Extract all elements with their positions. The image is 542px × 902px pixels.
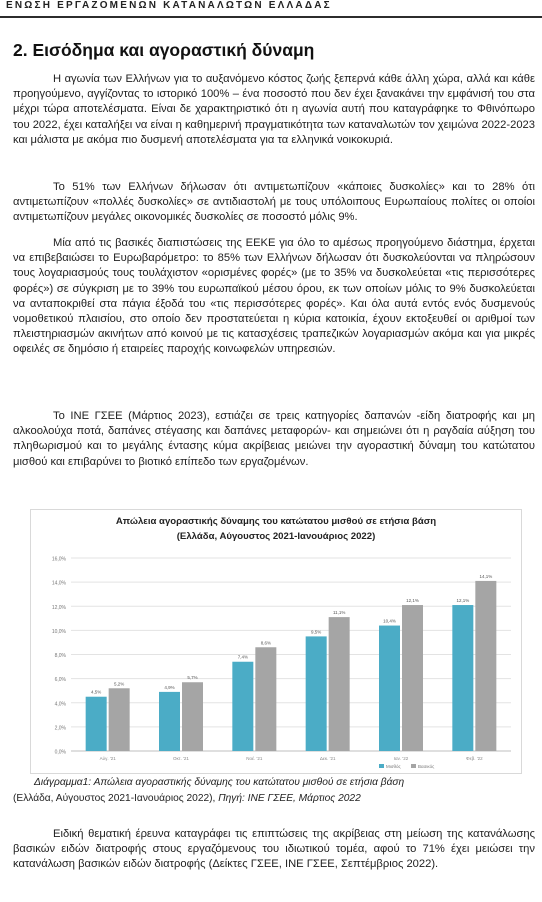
bar-wage <box>232 662 253 751</box>
chart-container <box>30 509 522 774</box>
figure-caption-period: (Ελλάδα, Αύγουστος 2021-Ιανουάριος 2022), <box>13 793 216 804</box>
legend-swatch <box>411 764 416 768</box>
section-title: 2. Εισόδημα και αγοραστική δύναμη <box>13 40 315 60</box>
paragraph-ine-gsee: Το ΙΝΕ ΓΣΕΕ (Μάρτιος 2023), εστιάζει σε τρεις κατηγορίες δαπανών -είδη διατροφής και μη αλκοολούχα ποτά, δαπάνες στέγασης και δαπάνες μεταφορών- και σημειώνει ότι η ραγδαία αύξηση του πληθωρισμού και το μεγάλης έντασης κύμα ακρίβειας μειώνει την αγοραστική δύναμη του κατώτατου μισθού και επιβαρύνει το βιοτικό επίπεδο των εργαζομένων. <box>13 410 535 468</box>
x-tick-label: Οκτ. '21 <box>173 756 189 761</box>
bar-value-label: 4,5% <box>91 689 102 695</box>
bar-basic <box>182 682 203 751</box>
legend-label: Βασικός <box>418 764 435 769</box>
bar-wage <box>306 636 327 751</box>
bar-value-label: 9,5% <box>311 629 322 635</box>
organization-name: ΕΝΩΣΗ ΕΡΓΑΖΟΜΕΝΩΝ ΚΑΤΑΝΑΛΩΤΩΝ ΕΛΛΑΔΑΣ <box>6 0 332 11</box>
paragraph-food-consumption: Ειδική θεματική έρευνα καταγράφει τις επιπτώσεις της ακρίβειας στη μείωση της κατανάλωσης βασικών ειδών διατροφής στους εργαζόμενους του ιδιωτικού τομέα, αφού το 71% έχει μειώσει την κατανάλωση βασικών ειδών διατροφής (Δείκτες ΓΣΕΕ, ΙΝΕ ΓΣΕΕ, Σεπτέμβριος 2022). <box>13 828 535 871</box>
bar-chart <box>31 546 521 771</box>
bar-value-label: 10,4% <box>383 618 396 624</box>
bar-wage <box>379 626 400 751</box>
y-tick-label: 0,0% <box>54 749 66 756</box>
bar-value-label: 7,4% <box>237 654 248 660</box>
chart-title-line2: (Ελλάδα, Αύγουστος 2021-Ιανουάριος 2022) <box>176 531 376 542</box>
paragraph-difficulties: Το 51% των Ελλήνων δήλωσαν ότι αντιμετωπίζουν «κάποιες δυσκολίες» και το 28% ότι αντιμετωπίζουν «πολλές δυσκολίες» σε αντιδιαστολή με τους υπόλοιπους Ευρωπαίους πολίτες οι οποίοι αντιμετωπίζουν μεγάλες οικονομικές δυσκολίες σε ποσοστό μόλις 9%. <box>13 181 535 224</box>
bar-value-label: 12,1% <box>456 598 470 604</box>
bar-basic <box>109 688 130 751</box>
y-tick-label: 8,0% <box>54 653 66 659</box>
figure-caption-line2 <box>13 792 361 806</box>
figure-caption-line1 <box>34 776 404 790</box>
y-tick-label: 12,0% <box>51 604 66 611</box>
bar-value-label: 5,7% <box>187 675 198 681</box>
bar-wage <box>159 692 180 751</box>
bar-value-label: 4,9% <box>164 684 175 690</box>
bar-basic <box>402 605 423 751</box>
legend-label: Μισθός <box>386 764 401 769</box>
bar-value-label: 8,6% <box>260 640 271 646</box>
y-tick-label: 2,0% <box>54 725 66 732</box>
y-tick-label: 6,0% <box>54 677 66 684</box>
chart-title-line1: Απώλεια αγοραστικής δύναμης του κατώτατου μισθού σε ετήσια βάση <box>115 516 437 527</box>
y-tick-label: 14,0% <box>51 580 66 587</box>
bar-value-label: 14,1% <box>479 573 493 579</box>
bar-value-label: 11,1% <box>332 610 346 616</box>
bar-value-label: 12,1% <box>406 598 419 604</box>
figure-caption-source: Πηγή: ΙΝΕ ΓΣΕΕ, Μάρτιος 2022 <box>218 793 361 804</box>
y-tick-label: 4,0% <box>54 701 66 708</box>
paragraph-cost-of-living: Η αγωνία των Ελλήνων για το αυξανόμενο κόστος ζωής ξεπερνά κάθε άλλη χώρα, αλλά και κάθε προηγούμενο, αγγίζοντας το ιστορικό 100% – ένα ποσοστό που δεν έχει ξανακάνει την εμφάνισή του στα μέχρι τώρα αποτελέσματα. Είναι δε χαρακτηριστικό ότι η αγωνία αυτή που καταγράφηκε το Φθινόπωρο του 2022, έχει καταλήξει να είναι η καθημερινή πραγματικότητα των καταναλωτών τον χειμώνα 2022-2023 και μάλιστα με ακόμα πιο δυσμενή αποτελέσματα για τα ελληνικά νοικοκυριά. <box>13 73 535 146</box>
bar-basic <box>255 647 276 751</box>
figure-caption-title: Απώλεια αγοραστικής δύναμης του κατώτατου μισθού σε ετήσια βάση <box>93 777 405 788</box>
header-divider <box>0 16 542 18</box>
bar-wage <box>452 605 473 751</box>
y-tick-label: 10,0% <box>51 628 66 635</box>
x-tick-label: Φεβ. '22 <box>466 756 483 761</box>
figure-caption-label: Διάγραμμα1: <box>34 777 92 788</box>
x-tick-label: Νοέ. '21 <box>246 756 263 761</box>
bar-basic <box>329 617 350 751</box>
y-tick-label: 16,0% <box>51 556 66 563</box>
bar-basic <box>475 581 496 751</box>
x-tick-label: Αύγ. '21 <box>99 756 116 761</box>
paragraph-eurobarometer: Μία από τις βασικές διαπιστώσεις της ΕΕΚΕ για όλο το αμέσως προηγούμενο διάστημα, έρχεται να επιβεβαιώσει το Ευρωβαρόμετρο: το 85% των Ελλήνων δήλωσαν ότι δυσκολεύονται να πληρώσουν τους λογαριασμούς τους τουλάχιστον «ορισμένες φορές» (με το 35% να δυσκολεύεται «τις περισσότερες φορές») σε σύγκριση με το 39% του ευρωπαϊκού μέσου όρου, εκ των οποίων μόλις το 9% δυσκολεύεται να ανταποκριθεί στα πάγια έξοδά του «τις περισσότερες φορές». Και όλα αυτά εντός ενός δυσμενούς νομοθετικού πλαισίου, στο οποίο δεν προστατεύεται η κύρια κατοικία, έχουν εκτοξευθεί οι αριθμοί των πλειστηριασμών ακινήτων από κοινού με τις κατασχέσεις τραπεζικών λογαριασμών ακόμα και για μικρές οφειλές σε δημόσιο ή εταιρείες παροχής κοινωφελών υπηρεσιών. <box>13 237 535 356</box>
x-tick-label: Ιαν. '22 <box>393 756 409 761</box>
bar-wage <box>86 697 107 751</box>
x-tick-label: Δεκ. '21 <box>319 756 336 761</box>
legend-swatch <box>379 764 384 768</box>
bar-value-label: 5,2% <box>114 681 125 687</box>
